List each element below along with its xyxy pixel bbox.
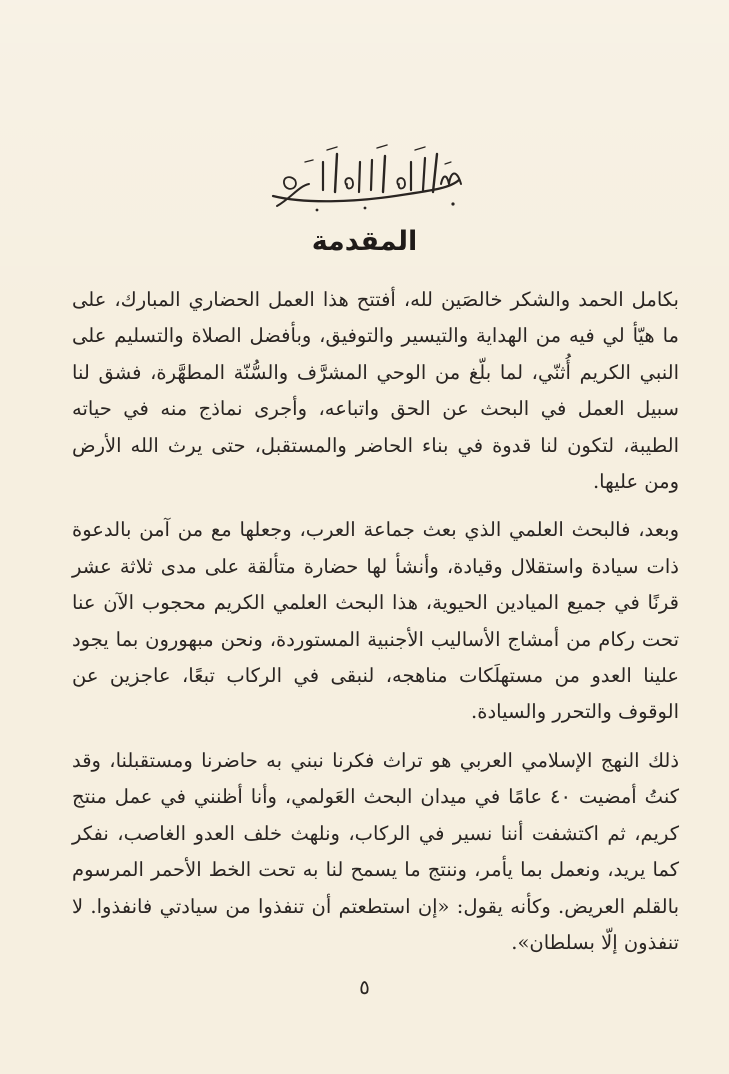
body-text [72,282,679,973]
paragraph-3: ذلك النهج الإسلامي العربي هو تراث فكرنا نبني به حاضرنا ومستقبلنا، وقد كنتُ أمضيت ٤٠ عامًا في ميدان البحث العَولمي، وأنا أظنني في عمل منتج كريم، ثم اكتشفت أننا نسير في الركاب، ونلهث خلف العدو الغاصب، نفكر كما يريد، ونعمل بما يأمر، وننتج ما يسمح لنا به تحت الخط الأحمر المرسوم بالقلم العريض. وكأنه يقول: «إن استطعتم أن تنفذوا من سيادتي فانفذوا. لا تنفذون إلّا بسلطان». [72,748,679,954]
paragraph-2: وبعد، فالبحث العلمي الذي بعث جماعة العرب، وجعلها مع من آمن بالدعوة ذات سيادة واستقلال وقيادة، وأنشأ لها حضارة متألقة على مدى ثلاثة عشر قرنًا في جميع الميادين الحيوية، هذا البحث العلمي الكريم محجوب الآن عنا تحت ركام من أمشاج الأساليب الأجنبية المستوردة، ونحن مبهورون بما يجود علينا العدو من مستهلَكات مناهجه، لنبقى في الركاب تبعًا، عاجزين عن الوقوف والتحرر والسيادة. [72,518,679,724]
basmala-calligraphy [265,140,465,216]
paragraph-1: بكامل الحمد والشكر خالصَين لله، أفتتح هذا العمل الحضاري المبارك، على ما هيّأ لي فيه من الهداية والتيسير والتوفيق، وبأفضل الصلاة والتسليم على النبي الكريم أُثنّي، لما بلّغ من الوحي المشرَّف والسُّنّة المطهَّرة، فشق لنا سبيل العمل في البحث عن الحق واتباعه، وأجرى نماذج منه في حياته الطيبة، لتكون لنا قدوة في بناء الحاضر والمستقبل، حتى يرث الله الأرض ومن عليها. [72,288,679,494]
page-number: ٥ [359,975,370,999]
section-heading: المقدمة [311,226,418,257]
